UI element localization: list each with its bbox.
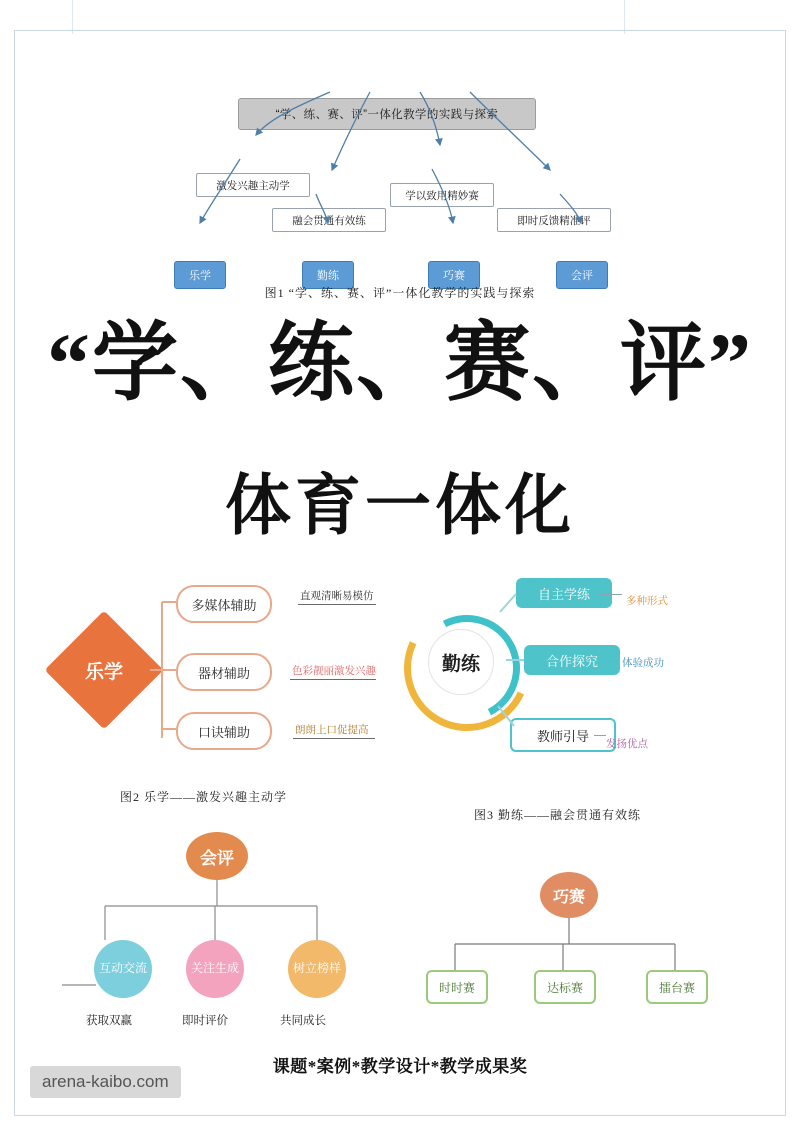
- fig2-note-underline-2: [290, 679, 376, 680]
- fig1-branch-2: 融会贯通有效练: [272, 208, 386, 232]
- fig3-root-label: 勤练: [428, 629, 494, 695]
- fig1-leaf-huiping: 会评: [556, 261, 608, 289]
- fig5-node-3: 擂台赛: [646, 970, 708, 1004]
- footer-text: 课题*案例*教学设计*教学成果奖: [272, 1057, 528, 1076]
- fig2-note-3: 朗朗上口促提高: [295, 725, 369, 736]
- fig4-sub-2: 即时评价: [182, 1015, 228, 1027]
- fig1-branch-3: 学以致用精妙赛: [390, 183, 494, 207]
- fig3-node-3: 教师引导: [510, 718, 616, 752]
- fig1-leaf-qinlian: 勤练: [302, 261, 354, 289]
- fig3-connector-2: [608, 661, 620, 662]
- fig4-sub-3: 共同成长: [280, 1015, 326, 1027]
- fig3-caption: 图3 勤练——融会贯通有效练: [474, 808, 642, 822]
- fig2-note-2: 色彩靓丽激发兴趣: [292, 666, 376, 677]
- watermark: arena-kaibo.com: [30, 1066, 181, 1098]
- fig1-leaf-qiaosai: 巧赛: [428, 261, 480, 289]
- fig4-sub-1: 获取双赢: [86, 1015, 132, 1027]
- figure-1: [0, 36, 800, 306]
- fig2-note-1: 直观清晰易模仿: [300, 591, 374, 602]
- fig2-node-1: 多媒体辅助: [176, 585, 272, 623]
- fig5-root: 巧赛: [540, 872, 598, 918]
- fig2-note-underline-1: [298, 604, 376, 605]
- fig3-note-1: 多种形式: [626, 596, 668, 607]
- fig5-node-1: 时时赛: [426, 970, 488, 1004]
- fig2-root-label: 乐学: [84, 661, 123, 683]
- fig4-root: 会评: [186, 832, 248, 880]
- fig3-node-2: 合作探究: [524, 645, 620, 675]
- fig3-node-1: 自主学练: [516, 578, 612, 608]
- fig2-note-underline-3: [293, 738, 375, 739]
- fig4-node-1: 互动交流: [94, 940, 152, 998]
- fig3-note-2: 体验成功: [622, 658, 664, 669]
- fig3-connector-3: [594, 735, 606, 736]
- fig3-note-3: 发扬优点: [606, 739, 648, 750]
- figure-5: [400, 860, 800, 1060]
- guide-line-right: [624, 0, 625, 34]
- fig1-root-node: “学、练、赛、评”一体化教学的实践与探索: [238, 98, 536, 130]
- page-title: “学、练、赛、评”: [47, 315, 753, 411]
- page-subtitle: 体育一体化: [225, 470, 575, 543]
- fig2-node-2: 器材辅助: [176, 653, 272, 691]
- fig2-caption: 图2 乐学——激发兴趣主动学: [120, 790, 288, 804]
- guide-line-left: [72, 0, 73, 34]
- fig3-connector-1: [600, 594, 622, 595]
- fig1-branch-1: 激发兴趣主动学: [196, 173, 310, 197]
- fig1-branch-4: 即时反馈精准评: [497, 208, 611, 232]
- fig2-node-3: 口诀辅助: [176, 712, 272, 750]
- fig1-leaf-lexue: 乐学: [174, 261, 226, 289]
- fig5-node-2: 达标赛: [534, 970, 596, 1004]
- fig4-node-3: 树立榜样: [288, 940, 346, 998]
- fig4-node-2: 关注生成: [186, 940, 244, 998]
- fig1-caption: 图1 “学、练、赛、评”一体化教学的实践与探索: [264, 286, 536, 300]
